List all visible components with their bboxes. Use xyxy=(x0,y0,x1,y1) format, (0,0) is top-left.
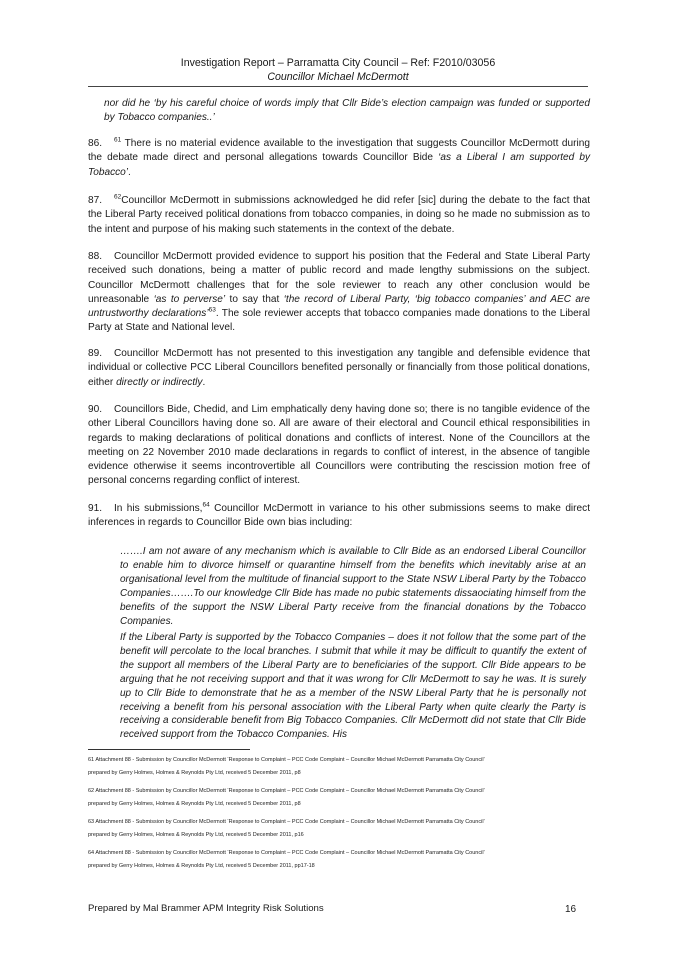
paragraph-text: Councillor McDermott in submissions acknowledged he did refer [sic] during the debate to the fact that the Liberal Party received political donations from tobacco companies, in doing so he made no submission as to the intent and purpose of his making such statements in the context of the debate. xyxy=(88,195,590,235)
paragraph-text: There is no material evidence available to the investigation that suggests Councillor McDermott during the debate made direct and personal allegations towards Councillor Bide xyxy=(88,138,590,164)
footnote-64 xyxy=(88,850,598,870)
paragraph-end: . xyxy=(202,376,206,388)
footnote-ref: 63 xyxy=(208,306,216,314)
footnote-61 xyxy=(88,757,598,777)
paragraph-text: Councillor McDermott provided evidence to support his position that the Federal and State Liberal Party received such donations, being a matter of public record and made lengthy submissions on the subject. Councillor McDermott challenges that for the sole reviewer to reach any other conclusion would be unreasonable xyxy=(88,251,590,305)
footnote-63 xyxy=(88,819,598,839)
paragraph-text: Councillor McDermott has not presented to this investigation any tangible and defensible evidence that individual or collective PCC Liberal Councillors benefited personally or financially from those political donations, either xyxy=(88,348,590,388)
footnote-line: 64 Attachment 88 - Submission by Councillor McDermott ‘Response to Complaint – PCC Code Complaint – Councillor Michael McDermott Parramatta City Council’ xyxy=(88,850,485,856)
footnote-ref: 61 xyxy=(114,136,122,144)
paragraph-quote: ‘as to perverse’ xyxy=(153,293,226,305)
paragraph-number: 89. xyxy=(88,348,103,359)
paragraph-text: In his submissions, xyxy=(114,503,203,514)
footnote-line: 62 Attachment 88 - Submission by Councillor McDermott ‘Response to Complaint – PCC Code Complaint – Councillor Michael McDermott Parramatta City Council’ xyxy=(88,788,485,794)
paragraph-90 xyxy=(88,403,590,489)
footnote-line: 61 Attachment 88 - Submission by Councillor McDermott ‘Response to Complaint – PCC Code Complaint – Councillor Michael McDermott Parramatta City Council’ xyxy=(88,757,485,763)
paragraph-text: Councillor McDermott in variance to his other submissions seems to make direct inferences in regards to Councillor Bide own bias including: xyxy=(88,503,590,529)
report-header-title: Investigation Report – Parramatta City Council – Ref: F2010/03056 xyxy=(180,57,496,69)
footer-prepared-by: Prepared by Mal Brammer APM Integrity Risk Solutions xyxy=(88,903,324,914)
footnote-divider xyxy=(88,749,250,750)
page-number: 16 xyxy=(565,904,577,915)
paragraph-89 xyxy=(88,347,590,390)
paragraph-86 xyxy=(88,137,590,180)
paragraph-quote: ‘as a Liberal I am supported by Tobacco’ xyxy=(88,152,590,178)
intro-quote: nor did he ‘by his careful choice of words imply that Cllr Bide’s election campaign was funded or supported by Tobacco companies..’ xyxy=(104,98,590,124)
header-divider xyxy=(88,86,588,87)
footnote-line: prepared by Gerry Holmes, Holmes & Reynolds Pty Ltd, received 5 December 2011, p8 xyxy=(88,770,301,776)
paragraph-87 xyxy=(88,194,590,237)
footnote-line: 63 Attachment 88 - Submission by Councillor McDermott ‘Response to Complaint – PCC Code Complaint – Councillor Michael McDermott Parramatta City Council’ xyxy=(88,819,485,825)
footnote-62 xyxy=(88,788,598,808)
footnote-ref: 64 xyxy=(202,501,210,509)
paragraph-number: 86. xyxy=(88,138,103,149)
paragraph-88 xyxy=(88,250,590,336)
paragraph-text: . The sole reviewer accepts that tobacco companies made donations to the Liberal Party at State and National level. xyxy=(88,308,591,334)
paragraph-number: 91. xyxy=(88,503,103,514)
paragraph-quote: ‘the record of Liberal Party, ‘big tobacco companies’ and AEC are untrustworthy declarations’ xyxy=(88,293,590,320)
footnote-line: prepared by Gerry Holmes, Holmes & Reynolds Pty Ltd, received 5 December 2011, p8 xyxy=(88,801,301,807)
paragraph-number: 88. xyxy=(88,251,103,262)
footnote-ref: 62 xyxy=(114,193,122,201)
paragraph-number: 87. xyxy=(88,195,103,206)
paragraph-quote: directly or indirectly xyxy=(116,376,203,388)
footnote-line: prepared by Gerry Holmes, Holmes & Reynolds Pty Ltd, received 5 December 2011, pp17-18 xyxy=(88,863,315,869)
block-quote: If the Liberal Party is supported by the Tobacco Companies – does it not follow that the some part of the benefit will percolate to the local branches. I submit that while it may be difficult to quantify the extent of the support all members of the Liberal Party are to beneficiaries of the support. Cllr Bide appears to be arguing that he not receiving support and that it was wrong for Cllr McDermott to say he was. It is surely up to Cllr Bide to demonstrate that he as a member of the NSW Liberal Party that he is personally not receiving a benefit from his personal association with the Liberal Party when quite clearly the Party is receiving a considerable benefit from Big Tobacco Companies. Cllr McDermott did not state that Cllr Bide received support from the Tobacco Companies. His xyxy=(120,632,586,741)
paragraph-text: Councillors Bide, Chedid, and Lim emphatically deny having done so; there is no tangible evidence of the other Liberal Councillors having done so. All are aware of their electoral and Council ethical responsibilities in regards to making declarations of political donations and conflicts of interest. None of the Councillors at the meeting on 22 November 2010 made declarations in regards to conflict of interest, in the absence of tangible evidence otherwise it seems incontrovertible all Councillors were contributing the rescission motion free of personal concerns regarding conflict of interest. xyxy=(88,404,590,487)
paragraph-end: . xyxy=(128,166,131,178)
report-header-subject: Councillor Michael McDermott xyxy=(267,71,409,83)
paragraph-91 xyxy=(88,502,590,531)
footnote-line: prepared by Gerry Holmes, Holmes & Reynolds Pty Ltd, received 5 December 2011, p16 xyxy=(88,832,304,838)
paragraph-number: 90. xyxy=(88,404,103,415)
block-quote: …….I am not aware of any mechanism which is available to Cllr Bide as an endorsed Liberal Councillor to enable him to divorce himself or quarantine himself from the benefits which inevitably arise at an organisational level from the multitude of financial support to the State NSW Liberal Party by the Tobacco Companies…….To our knowledge Cllr Bide has made no pubic statements dissaociating himself from the benefits of the support the NSW Liberal Party receive from the financial donations by the Tobacco Companies. xyxy=(120,546,586,627)
paragraph-text: to say that xyxy=(225,293,284,305)
